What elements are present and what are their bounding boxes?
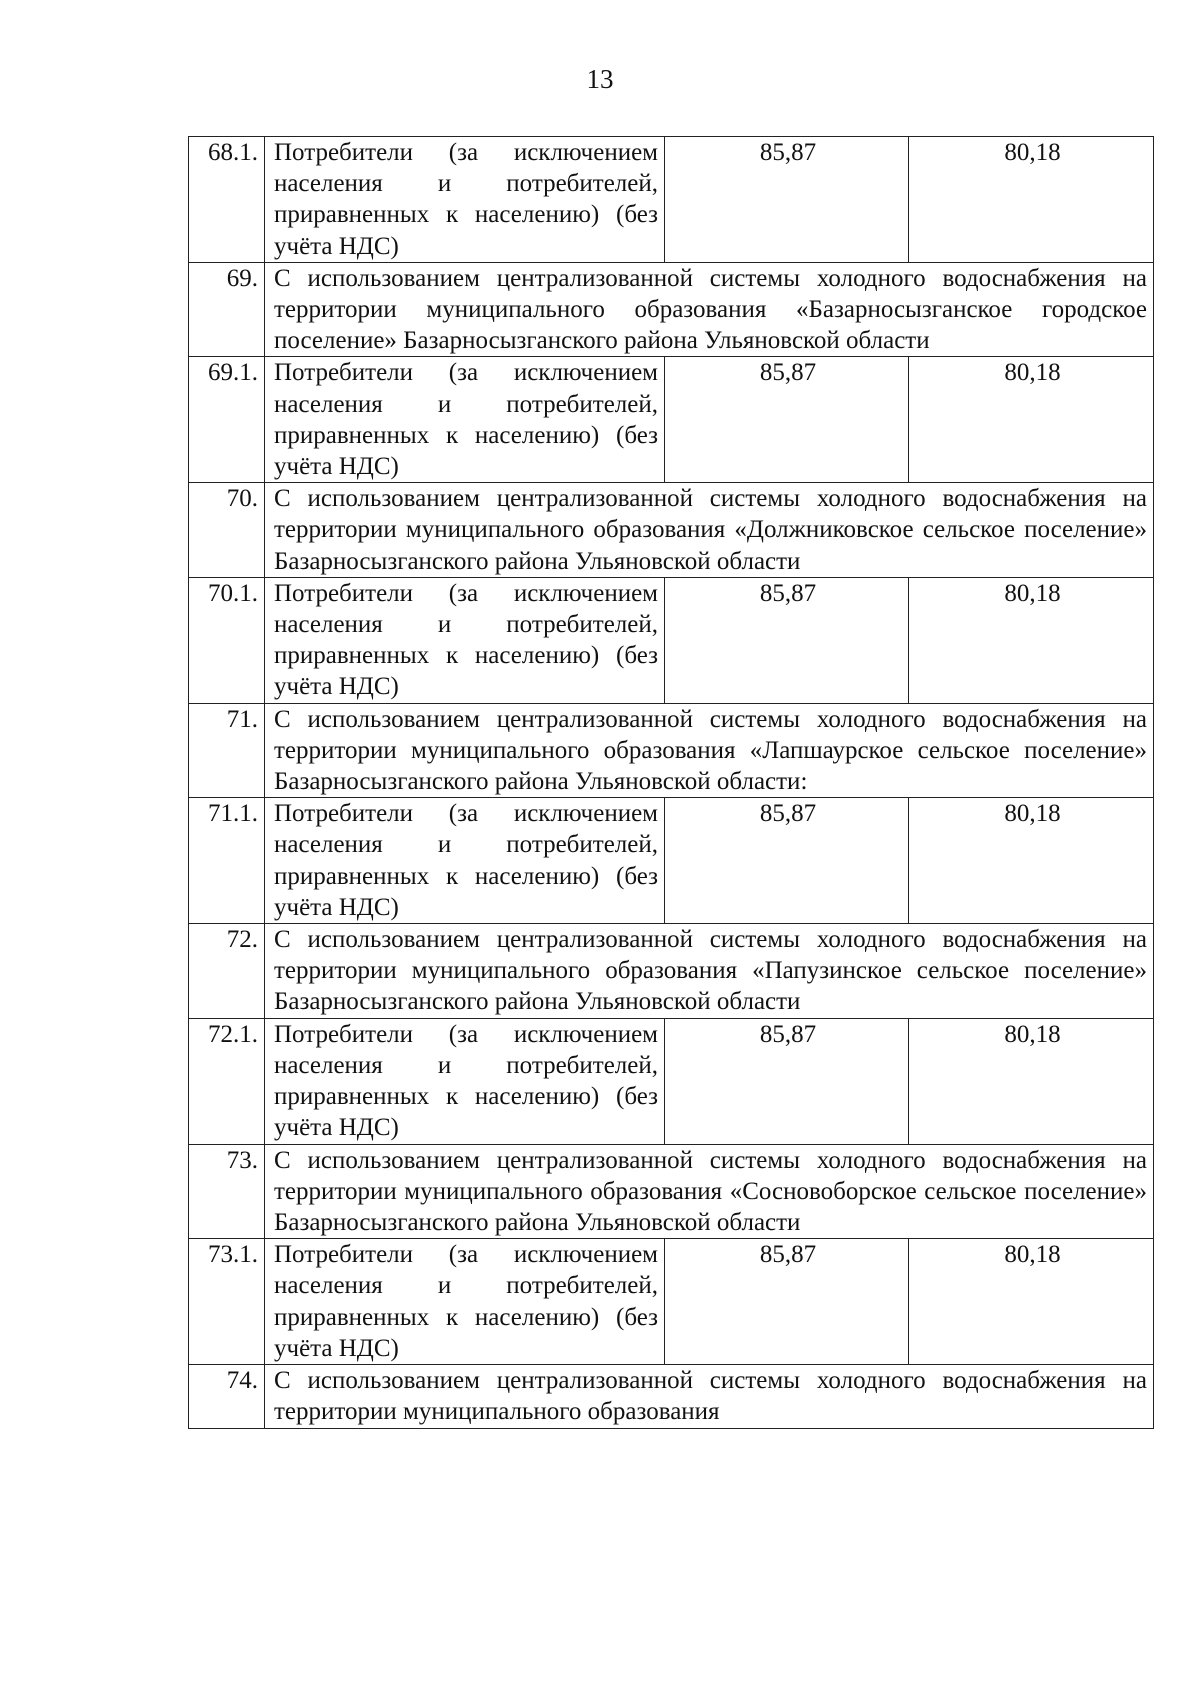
consumer-description: Потребители (за исключением населения и потребителей, приравненных к населению) (без учёта НДС) [265, 798, 665, 924]
row-number: 70.1. [189, 577, 265, 703]
consumer-row [189, 137, 1154, 263]
tariff-value-2: 80,18 [909, 577, 1154, 703]
tariff-value-2: 80,18 [909, 1239, 1154, 1365]
section-row [189, 483, 1154, 578]
row-number: 73.1. [189, 1239, 265, 1365]
row-number: 70. [189, 483, 265, 578]
tariff-value-2: 80,18 [909, 357, 1154, 483]
row-number: 71. [189, 703, 265, 798]
section-description [265, 1364, 1154, 1428]
section-description: С использованием централизованной системы холодного водоснабжения на территории муниципального образования «Папузинское сельское поселение» Базарносызганского района Ульяновской области [265, 924, 1154, 1019]
consumer-row [189, 577, 1154, 703]
row-number: 72.1. [189, 1018, 265, 1144]
tariff-value-2: 80,18 [909, 1018, 1154, 1144]
tariff-value-1: 85,87 [665, 798, 909, 924]
section-description-text: С использованием централизованной системы холодного водоснабжения на территории муниципального образования [274, 1366, 1147, 1426]
row-number: 68.1. [189, 137, 265, 263]
section-row [189, 1144, 1154, 1239]
row-number: 74. [189, 1364, 265, 1428]
row-number: 69. [189, 262, 265, 357]
row-number: 72. [189, 924, 265, 1019]
tariff-value-1: 85,87 [665, 1018, 909, 1144]
section-row [189, 703, 1154, 798]
consumer-row [189, 798, 1154, 924]
tariff-value-2: 80,18 [909, 137, 1154, 263]
section-row [189, 1364, 1154, 1428]
row-number: 71.1. [189, 798, 265, 924]
tariff-value-1: 85,87 [665, 357, 909, 483]
consumer-description: Потребители (за исключением населения и потребителей, приравненных к населению) (без учёта НДС) [265, 577, 665, 703]
consumer-description: Потребители (за исключением населения и потребителей, приравненных к населению) (без учёта НДС) [265, 1239, 665, 1365]
consumer-description: Потребители (за исключением населения и потребителей, приравненных к населению) (без учёта НДС) [265, 357, 665, 483]
consumer-description: Потребители (за исключением населения и потребителей, приравненных к населению) (без учёта НДС) [265, 137, 665, 263]
consumer-row [189, 1018, 1154, 1144]
tariff-value-1: 85,87 [665, 577, 909, 703]
section-description: С использованием централизованной системы холодного водоснабжения на территории муниципального образования «Лапшаурское сельское поселение» Базарносызганского района Ульяновской области: [265, 703, 1154, 798]
consumer-row [189, 357, 1154, 483]
consumer-description: Потребители (за исключением населения и потребителей, приравненных к населению) (без учёта НДС) [265, 1018, 665, 1144]
tariff-value-2: 80,18 [909, 798, 1154, 924]
tariff-table [188, 136, 1154, 1429]
section-description: С использованием централизованной системы холодного водоснабжения на территории муниципального образования «Базарносызганское городское поселение» Базарносызганского района Ульяновской области [265, 262, 1154, 357]
section-description: С использованием централизованной системы холодного водоснабжения на территории муниципального образования «Должниковское сельское поселение» Базарносызганского района Ульяновской области [265, 483, 1154, 578]
page-number: 13 [586, 64, 614, 94]
tariff-value-1: 85,87 [665, 137, 909, 263]
section-row [189, 924, 1154, 1019]
section-description: С использованием централизованной системы холодного водоснабжения на территории муниципального образования «Сосновоборское сельское поселение» Базарносызганского района Ульяновской области [265, 1144, 1154, 1239]
section-row [189, 262, 1154, 357]
consumer-row [189, 1239, 1154, 1365]
row-number: 73. [189, 1144, 265, 1239]
row-number: 69.1. [189, 357, 265, 483]
tariff-value-1: 85,87 [665, 1239, 909, 1365]
tariff-table-body [189, 137, 1154, 1429]
